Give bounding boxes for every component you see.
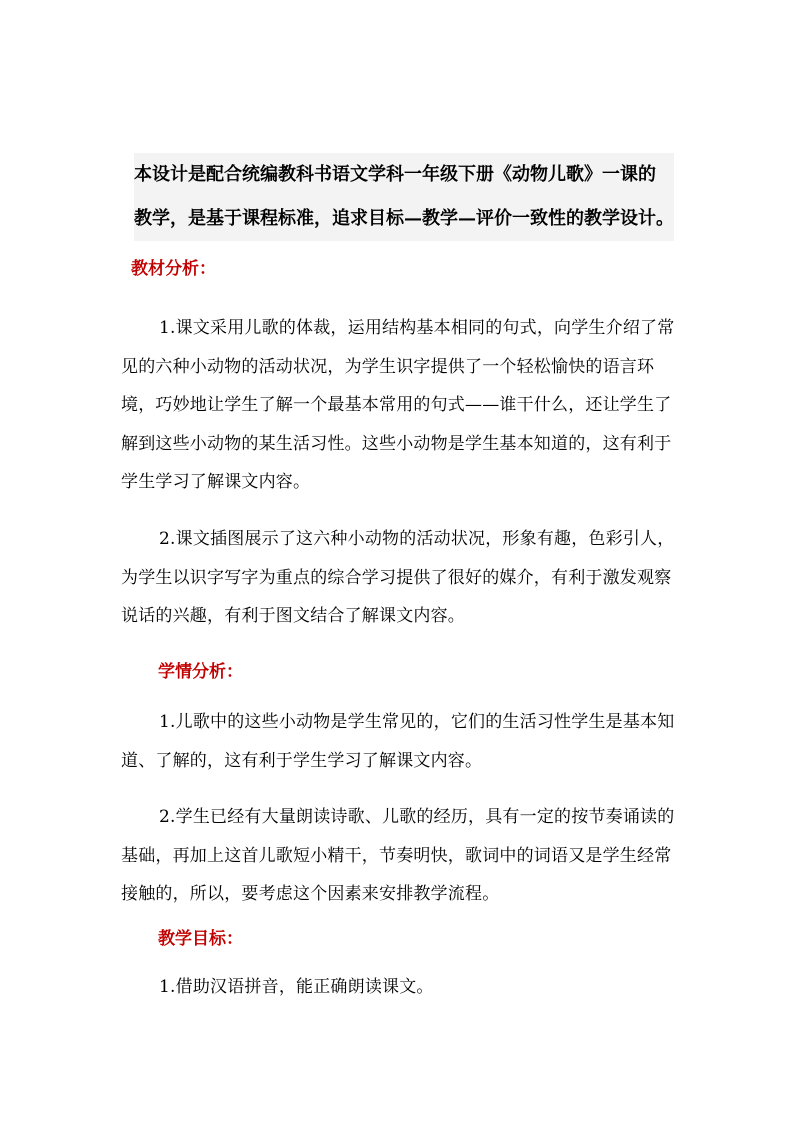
- intro-line-1: 本设计是配合统编教科书语文学科一年级下册《动物儿歌》一课的: [134, 164, 656, 185]
- learners-heading: 学情分析：: [158, 662, 243, 682]
- learners-paragraph-1: 1.儿歌中的这些小动物是学生常见的，它们的生活习性学生是基本知道、了解的，这有利于学生学习了解课文内容。: [121, 712, 675, 771]
- materials-heading: 教材分析：: [131, 259, 216, 279]
- intro-paragraph: [134, 153, 674, 241]
- intro-line-2: 教学，是基于课程标准，追求目标—教学—评价一致性的教学设计。: [134, 208, 674, 229]
- materials-paragraph-2: 2.课文插图展示了这六种小动物的活动状况，形象有趣，色彩引人，为学生以识字写字为重点的综合学习提供了很好的媒介，有利于激发观察说话的兴趣，有利于图文结合了解课文内容。: [121, 529, 675, 626]
- learners-paragraph-2: 2.学生已经有大量朗读诗歌、儿歌的经历，具有一定的按节奏诵读的基础，再加上这首儿歌短小精干，节奏明快，歌词中的词语又是学生经常接触的，所以，要考虑这个因素来安排教学流程。: [121, 807, 675, 904]
- goals-paragraph-1: 1.借助汉语拼音，能正确朗读课文。: [159, 977, 434, 997]
- materials-paragraph-1: 1.课文采用儿歌的体裁，运用结构基本相同的句式，向学生介绍了常见的六种小动物的活动状况，为学生识字提供了一个轻松愉快的语言环境，巧妙地让学生了解一个最基本常用的句式——谁干什么，还让学生了解到这些小动物的某生活习性。这些小动物是学生基本知道的，这有利于学生学习了解课文内容。: [121, 318, 675, 492]
- goals-heading: 教学目标：: [158, 929, 243, 949]
